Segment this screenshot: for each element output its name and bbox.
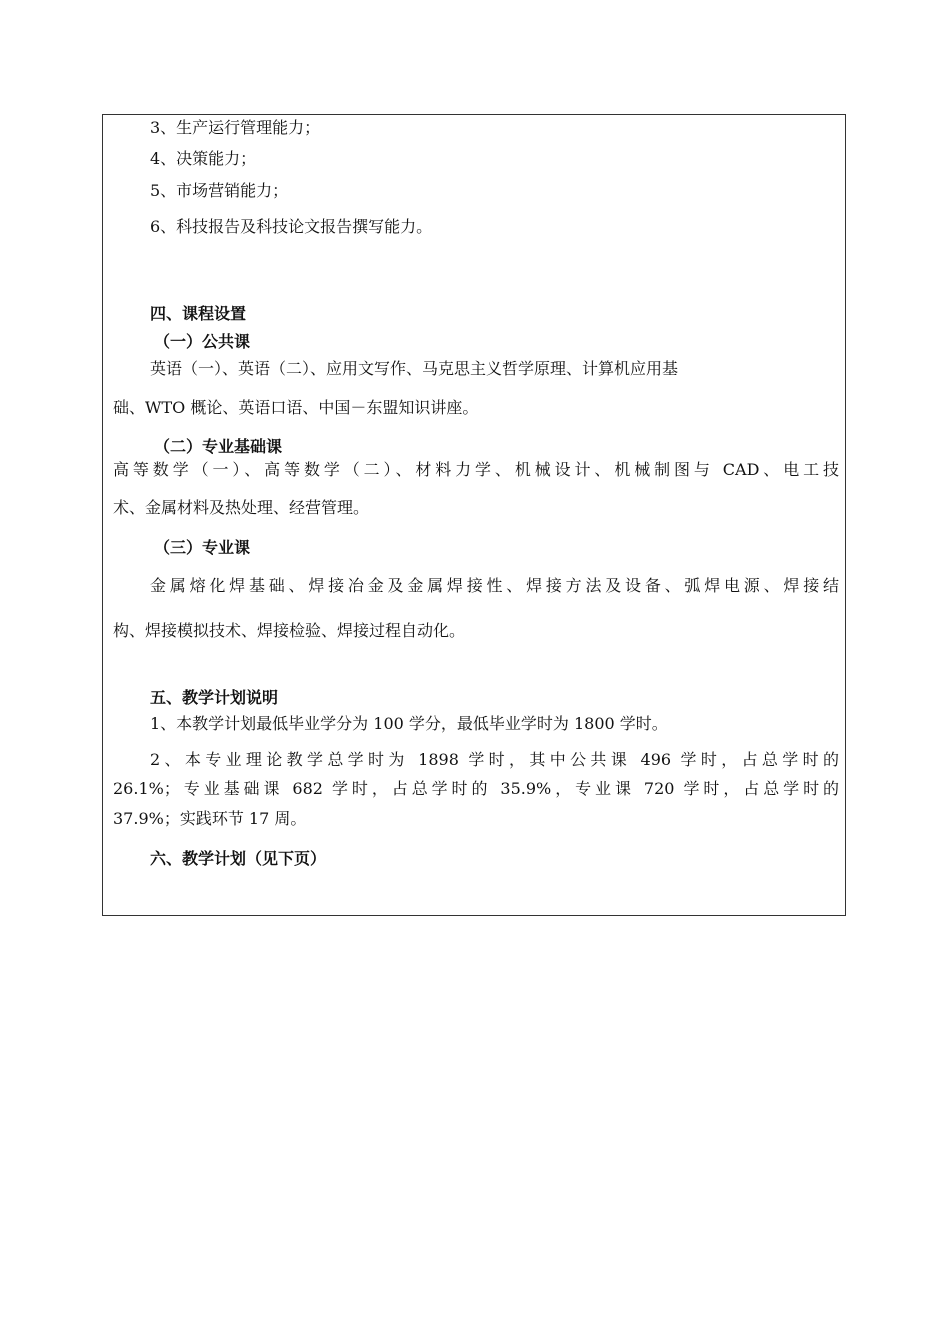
public-course-line2: 础、WTO 概论、英语口语、中国－东盟知识讲座。 <box>113 398 479 417</box>
section5-title: 五、教学计划说明 <box>150 688 279 707</box>
plan-note-2-line2: 26.1%；专业基础课 682 学时，占总学时的 35.9%，专业课 720 学时，占总学时的 <box>113 779 839 798</box>
basic-course-title: （二）专业基础课 <box>154 437 283 456</box>
ability-item-6: 6、科技报告及科技论文报告撰写能力。 <box>150 217 433 236</box>
major-course-line1: 金属熔化焊基础、焊接冶金及金属焊接性、焊接方法及设备、弧焊电源、焊接结 <box>150 576 839 595</box>
ability-item-5: 5、市场营销能力； <box>150 181 289 200</box>
public-course-line1: 英语（一）、英语（二）、应用文写作、马克思主义哲学原理、计算机应用基 <box>150 359 679 378</box>
ability-item-3: 3、生产运行管理能力； <box>150 118 321 137</box>
ability-item-4: 4、决策能力； <box>150 149 257 168</box>
major-course-title: （三）专业课 <box>154 538 251 557</box>
major-course-line2: 构、焊接模拟技术、焊接检验、焊接过程自动化。 <box>113 621 466 640</box>
basic-course-line2: 术、金属材料及热处理、经营管理。 <box>113 498 370 517</box>
plan-note-2-line3: 37.9%；实践环节 17 周。 <box>113 809 307 828</box>
section4-title: 四、课程设置 <box>150 304 247 323</box>
plan-note-2-line1: 2、本专业理论教学总学时为 1898 学时，其中公共课 496 学时，占总学时的 <box>150 750 839 769</box>
basic-course-line1: 高等数学（一）、高等数学（二）、材料力学、机械设计、机械制图与 CAD、电工技 <box>113 460 839 479</box>
content-frame <box>102 114 846 916</box>
public-course-title: （一）公共课 <box>154 332 251 351</box>
plan-note-1: 1、本教学计划最低毕业学分为 100 学分，最低毕业学时为 1800 学时。 <box>150 714 668 733</box>
section6-title: 六、教学计划（见下页） <box>150 849 327 868</box>
